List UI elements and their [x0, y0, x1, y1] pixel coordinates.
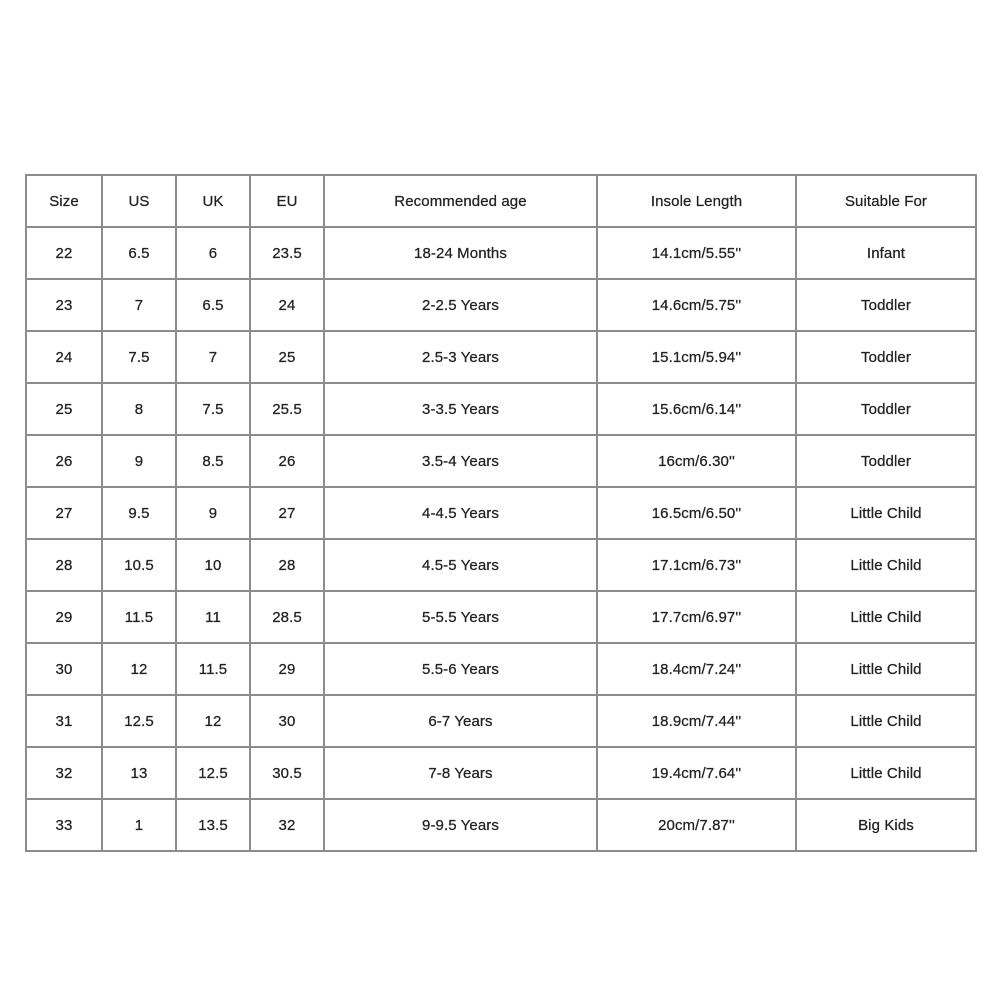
cell-size: 29 [26, 591, 102, 643]
cell-insole-length: 17.7cm/6.97'' [597, 591, 796, 643]
cell-recommended-age: 2.5-3 Years [324, 331, 597, 383]
cell-size: 32 [26, 747, 102, 799]
header-us: US [102, 175, 176, 227]
cell-suitable-for: Little Child [796, 591, 976, 643]
header-insole-length: Insole Length [597, 175, 796, 227]
table-row [26, 643, 976, 695]
cell-recommended-age: 3.5-4 Years [324, 435, 597, 487]
cell-recommended-age: 9-9.5 Years [324, 799, 597, 851]
header-size: Size [26, 175, 102, 227]
cell-eu: 25 [250, 331, 324, 383]
size-chart-body [26, 227, 976, 851]
cell-recommended-age: 7-8 Years [324, 747, 597, 799]
cell-eu: 28.5 [250, 591, 324, 643]
cell-recommended-age: 3-3.5 Years [324, 383, 597, 435]
cell-insole-length: 14.6cm/5.75'' [597, 279, 796, 331]
cell-uk: 7.5 [176, 383, 250, 435]
cell-uk: 11.5 [176, 643, 250, 695]
header-recommended-age: Recommended age [324, 175, 597, 227]
cell-us: 11.5 [102, 591, 176, 643]
cell-suitable-for: Toddler [796, 383, 976, 435]
table-row [26, 383, 976, 435]
cell-uk: 6 [176, 227, 250, 279]
cell-suitable-for: Toddler [796, 435, 976, 487]
cell-us: 7.5 [102, 331, 176, 383]
cell-insole-length: 16.5cm/6.50'' [597, 487, 796, 539]
cell-eu: 25.5 [250, 383, 324, 435]
cell-recommended-age: 5.5-6 Years [324, 643, 597, 695]
cell-size: 26 [26, 435, 102, 487]
cell-eu: 30.5 [250, 747, 324, 799]
cell-us: 13 [102, 747, 176, 799]
cell-uk: 11 [176, 591, 250, 643]
cell-insole-length: 20cm/7.87'' [597, 799, 796, 851]
cell-recommended-age: 4.5-5 Years [324, 539, 597, 591]
cell-size: 27 [26, 487, 102, 539]
cell-us: 12.5 [102, 695, 176, 747]
table-row [26, 539, 976, 591]
cell-us: 7 [102, 279, 176, 331]
cell-uk: 12 [176, 695, 250, 747]
table-row [26, 695, 976, 747]
cell-recommended-age: 2-2.5 Years [324, 279, 597, 331]
cell-insole-length: 18.4cm/7.24'' [597, 643, 796, 695]
cell-insole-length: 17.1cm/6.73'' [597, 539, 796, 591]
table-row [26, 799, 976, 851]
cell-us: 1 [102, 799, 176, 851]
cell-recommended-age: 5-5.5 Years [324, 591, 597, 643]
cell-uk: 8.5 [176, 435, 250, 487]
table-row [26, 591, 976, 643]
cell-uk: 13.5 [176, 799, 250, 851]
cell-suitable-for: Little Child [796, 643, 976, 695]
header-eu: EU [250, 175, 324, 227]
cell-us: 9 [102, 435, 176, 487]
table-row [26, 435, 976, 487]
cell-uk: 12.5 [176, 747, 250, 799]
cell-eu: 32 [250, 799, 324, 851]
cell-recommended-age: 4-4.5 Years [324, 487, 597, 539]
cell-size: 28 [26, 539, 102, 591]
table-row [26, 279, 976, 331]
cell-insole-length: 19.4cm/7.64'' [597, 747, 796, 799]
cell-eu: 30 [250, 695, 324, 747]
cell-us: 10.5 [102, 539, 176, 591]
header-suitable-for: Suitable For [796, 175, 976, 227]
cell-size: 23 [26, 279, 102, 331]
table-row [26, 747, 976, 799]
size-chart-table [25, 174, 977, 852]
cell-eu: 29 [250, 643, 324, 695]
cell-size: 30 [26, 643, 102, 695]
cell-eu: 24 [250, 279, 324, 331]
cell-uk: 6.5 [176, 279, 250, 331]
cell-size: 22 [26, 227, 102, 279]
cell-size: 31 [26, 695, 102, 747]
cell-eu: 23.5 [250, 227, 324, 279]
cell-suitable-for: Toddler [796, 331, 976, 383]
cell-insole-length: 14.1cm/5.55'' [597, 227, 796, 279]
cell-eu: 27 [250, 487, 324, 539]
size-chart-header [26, 175, 976, 227]
cell-suitable-for: Toddler [796, 279, 976, 331]
table-row [26, 487, 976, 539]
cell-us: 8 [102, 383, 176, 435]
cell-suitable-for: Little Child [796, 539, 976, 591]
cell-uk: 7 [176, 331, 250, 383]
cell-size: 25 [26, 383, 102, 435]
cell-size: 24 [26, 331, 102, 383]
cell-us: 12 [102, 643, 176, 695]
table-row [26, 331, 976, 383]
cell-insole-length: 15.6cm/6.14'' [597, 383, 796, 435]
cell-us: 6.5 [102, 227, 176, 279]
cell-insole-length: 15.1cm/5.94'' [597, 331, 796, 383]
cell-size: 33 [26, 799, 102, 851]
header-uk: UK [176, 175, 250, 227]
header-row [26, 175, 976, 227]
cell-uk: 9 [176, 487, 250, 539]
cell-recommended-age: 18-24 Months [324, 227, 597, 279]
cell-recommended-age: 6-7 Years [324, 695, 597, 747]
cell-suitable-for: Little Child [796, 695, 976, 747]
cell-suitable-for: Infant [796, 227, 976, 279]
cell-insole-length: 18.9cm/7.44'' [597, 695, 796, 747]
cell-insole-length: 16cm/6.30'' [597, 435, 796, 487]
cell-eu: 26 [250, 435, 324, 487]
table-row [26, 227, 976, 279]
cell-us: 9.5 [102, 487, 176, 539]
cell-eu: 28 [250, 539, 324, 591]
cell-suitable-for: Little Child [796, 487, 976, 539]
cell-suitable-for: Little Child [796, 747, 976, 799]
cell-suitable-for: Big Kids [796, 799, 976, 851]
cell-uk: 10 [176, 539, 250, 591]
